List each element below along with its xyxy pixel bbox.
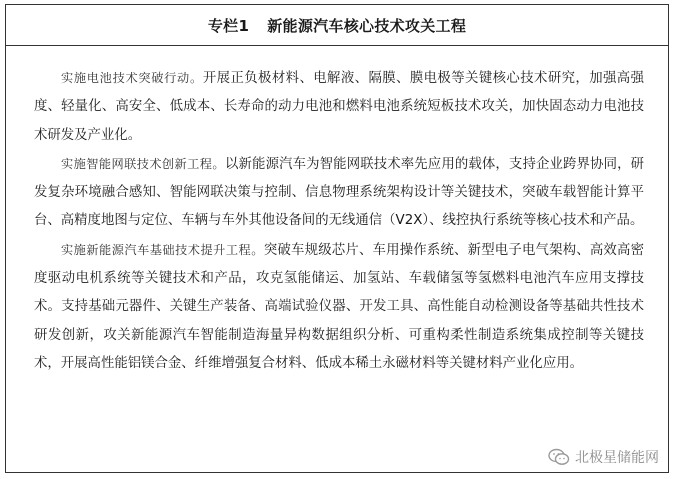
paragraph-lead: 实施新能源汽车基础技术提升工程。 (61, 242, 264, 257)
watermark-text: 北极星储能网 (575, 450, 659, 466)
paragraph-basic-technology (34, 236, 644, 378)
feature-box (5, 4, 669, 473)
panel-label: 专栏1 (207, 16, 250, 35)
paragraph-text: 突破车规级芯片、车用操作系统、新型电子电气架构、高效高密度驱动电机系统等关键技术和产品，攻克氢能储运、加氢站、车载储氢等氢燃料电池汽车应用支撑技术。支持基础元器件、关键生产装备、高端试验仪器、开发工具、高性能自动检测设备等基础共性技术研发创新，攻关新能源汽车智能制造海量异构数据组织分析、可重构柔性制造系统集成控制等关键技术，开展高性能铝镁合金、纤维增强复合材料、低成本稀土永磁材料等关键材料产业化应用。 (34, 242, 644, 371)
paragraph-text: 以新能源汽车为智能网联技术率先应用的载体，支持企业跨界协同，研发复杂环境融合感知、智能网联决策与控制、信息物理系统架构设计等关键技术，突破车载智能计算平台、高精度地图与定位、车辆与车外其他设备间的无线通信（V2X）、线控执行系统等核心技术和产品。 (34, 156, 644, 229)
panel-body (6, 46, 668, 378)
panel-title: 新能源汽车核心技术攻关工程 (267, 16, 467, 35)
paragraph-lead: 实施智能网联技术创新工程。 (61, 156, 226, 171)
panel-title-bar (6, 5, 668, 46)
paragraph-battery (34, 64, 644, 150)
paragraph-text: 开展正负极材料、电解液、隔膜、膜电极等关键核心技术研究，加强高强度、轻量化、高安全、低成本、长寿命的动力电池和燃料电池系统短板技术攻关，加快固态动力电池技术研发及产业化。 (34, 71, 644, 143)
wechat-icon (548, 448, 570, 466)
watermark (548, 447, 659, 467)
paragraph-intelligent-network (34, 150, 644, 236)
paragraph-lead: 实施电池技术突破行动。 (61, 71, 203, 85)
